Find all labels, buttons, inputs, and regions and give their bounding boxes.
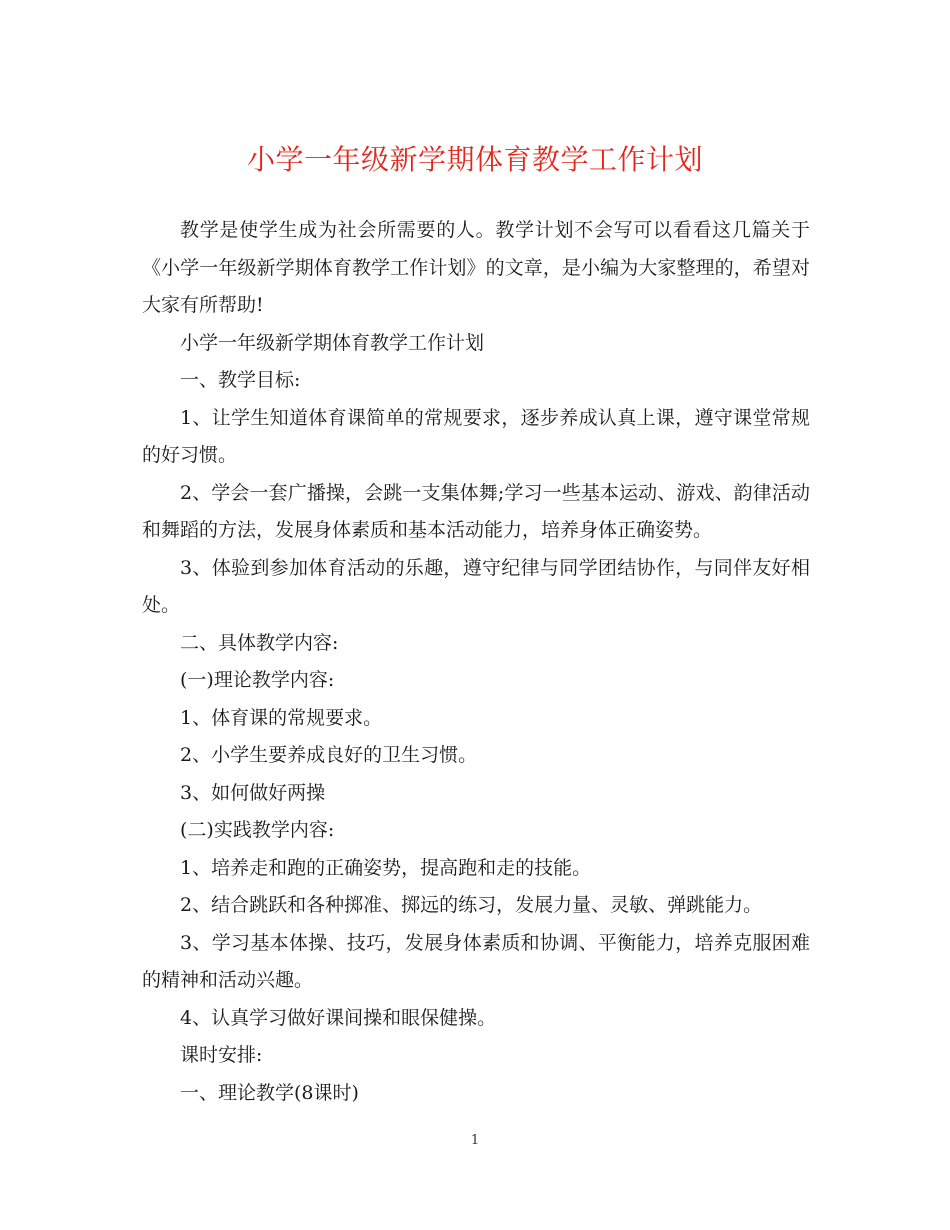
paragraph-practice-2: 2、结合跳跃和各种掷准、掷远的练习，发展力量、灵敏、弹跳能力。 xyxy=(180,894,763,916)
paragraph-goal-3: 3、体验到参加体育活动的乐趣，遵守纪律与同学团结协作，与同伴友好相处。 xyxy=(142,556,810,616)
paragraph-goal-1: 1、让学生知道体育课简单的常规要求，逐步养成认真上课，遵守课堂常规的好习惯。 xyxy=(142,406,810,466)
paragraph-schedule-1: 一、理论教学(8课时) xyxy=(180,1081,359,1104)
paragraph-theory-3: 3、如何做好两操 xyxy=(180,781,326,804)
subsection-heading-practice: (二)实践教学内容: xyxy=(180,819,335,841)
section-heading-goals: 一、教学目标: xyxy=(180,369,301,391)
paragraph-intro: 教学是使学生成为社会所需要的人。教学计划不会写可以看看这几篇关于《小学一年级新学期体育教学工作计划》的文章，是小编为大家整理的，希望对大家有所帮助! xyxy=(142,219,810,316)
subsection-heading-theory: (一)理论教学内容: xyxy=(180,669,335,691)
paragraph-practice-4: 4、认真学习做好课间操和眼保健操。 xyxy=(180,1006,497,1029)
section-heading-schedule: 课时安排: xyxy=(180,1044,263,1066)
paragraph-goal-2: 2、学会一套广播操，会跳一支集体舞;学习一些基本运动、游戏、韵律活动和舞蹈的方法，发展身体素质和基本活动能力，培养身体正确姿势。 xyxy=(142,481,810,541)
document-title: 小学一年级新学期体育教学工作计划 xyxy=(246,143,703,176)
paragraph-practice-1: 1、培养走和跑的正确姿势，提高跑和走的技能。 xyxy=(180,856,592,879)
paragraph-theory-1: 1、体育课的常规要求。 xyxy=(180,706,383,729)
page-number: 1 xyxy=(470,1133,480,1148)
section-heading-content: 二、具体教学内容: xyxy=(180,631,339,654)
paragraph-practice-3: 3、学习基本体操、技巧，发展身体素质和协调、平衡能力，培养克服困难的精神和活动兴趣。 xyxy=(142,931,810,991)
paragraph-theory-2: 2、小学生要养成良好的卫生习惯。 xyxy=(180,744,478,766)
document-body xyxy=(142,212,810,1112)
paragraph-subtitle: 小学一年级新学期体育教学工作计划 xyxy=(180,331,485,354)
